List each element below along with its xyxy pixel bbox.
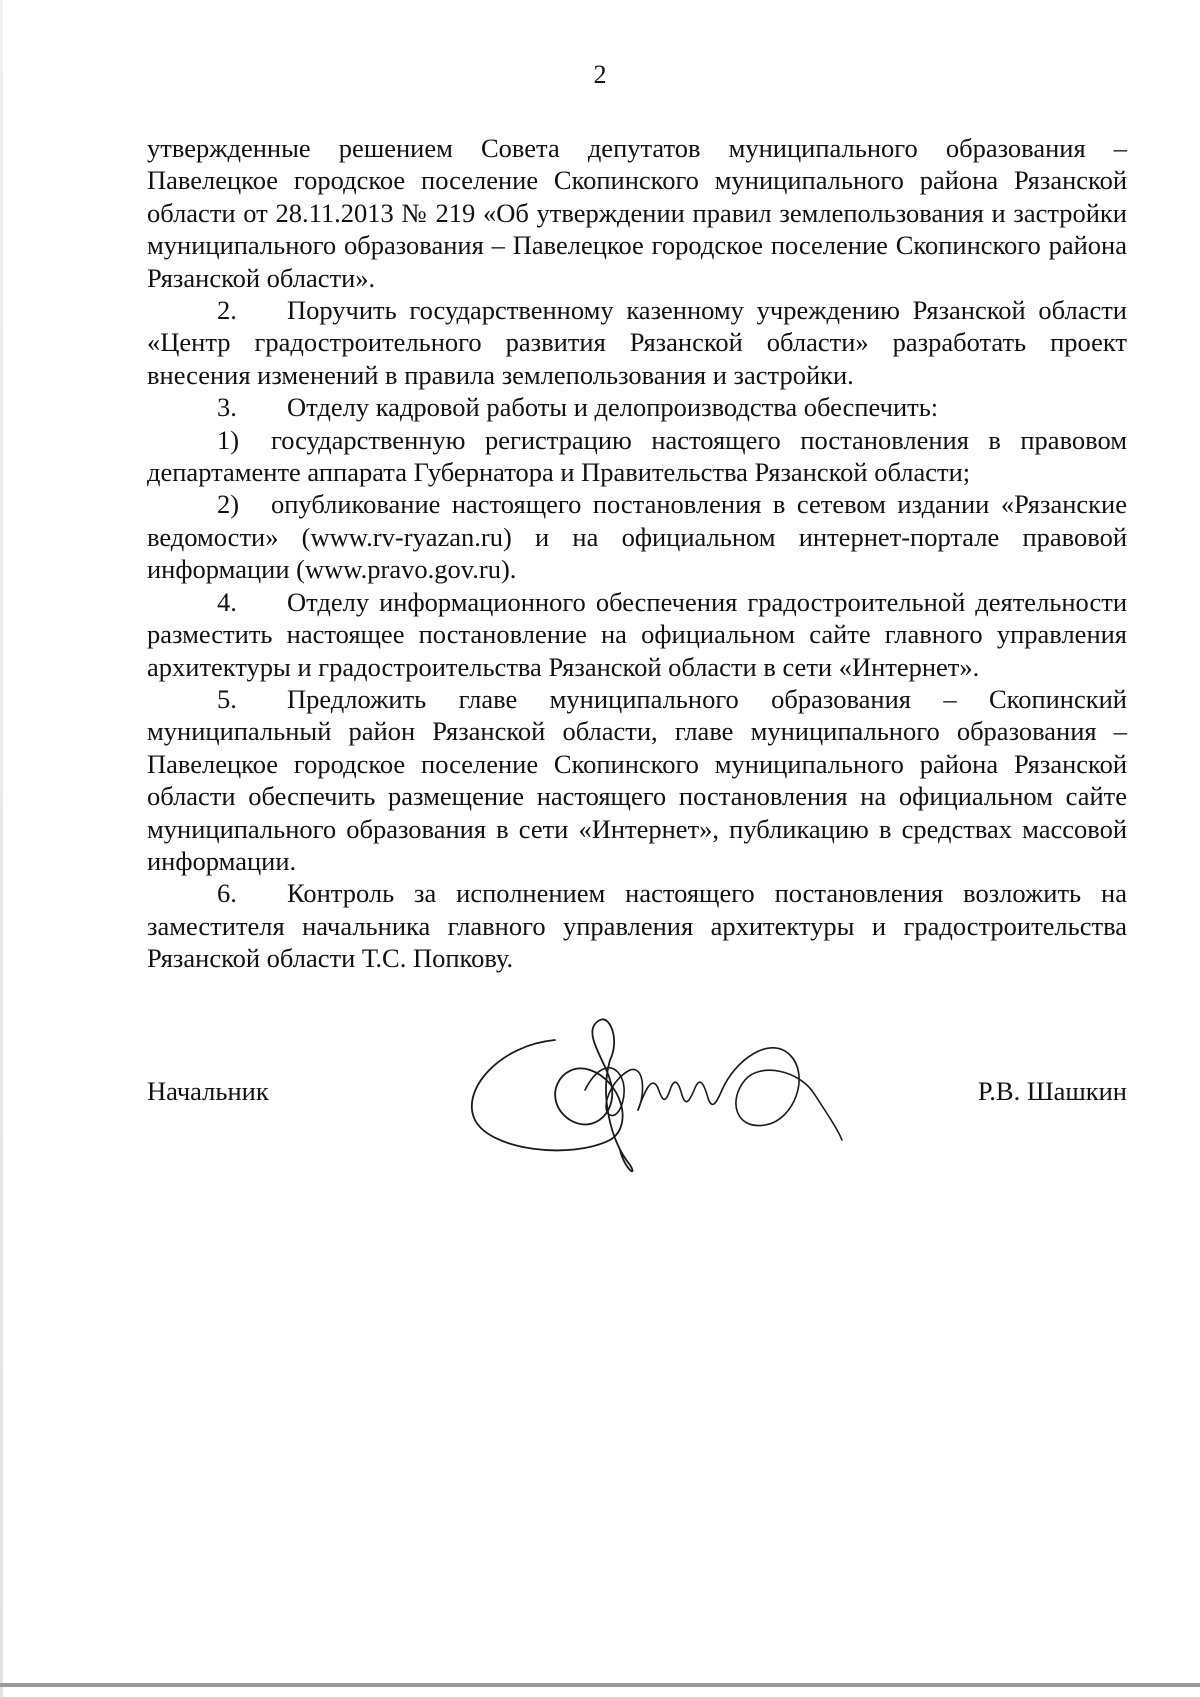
paragraph-subitem-2 xyxy=(147,488,1127,585)
signature-block xyxy=(147,1075,1127,1115)
paragraph-text: Предложить главе муниципального образования – Скопинский муниципальный район Рязанской области, главе муниципального образования – Павелецкое городское поселение Скопинского муниципального района Рязанской области обеспечить размещение настоящего постановления на официальном сайте муниципального образования в сети «Интернет», публикацию в средствах массовой информации. xyxy=(147,683,1127,876)
paragraph-number: 3. xyxy=(217,392,237,423)
scan-edge xyxy=(0,0,3,1697)
signatory-position: Начальник xyxy=(147,1076,269,1106)
paragraph-text: Отделу кадровой работы и делопроизводства обеспечить: xyxy=(287,392,939,423)
paragraph-text: Отделу информационного обеспечения градостроительной деятельности разместить настоящее постановление на официальном сайте главного управления архитектуры и градостроительства Рязанской области в сети «Интернет». xyxy=(147,586,1127,682)
paragraph-item-3 xyxy=(147,391,1127,423)
paragraph-text: государственную регистрацию настоящего постановления в правовом департаменте аппарата Губернатора и Правительства Рязанской области; xyxy=(147,424,1127,488)
paragraph-number: 6. xyxy=(217,878,237,909)
paragraph-number: 4. xyxy=(217,586,237,617)
signatory-name: Р.В. Шашкин xyxy=(977,1076,1127,1106)
document-body xyxy=(147,132,1127,975)
paragraph-number: 5. xyxy=(217,683,237,714)
paragraph-continuation xyxy=(147,132,1127,294)
paragraph-number: 2) xyxy=(217,489,240,520)
paragraph-item-6 xyxy=(147,877,1127,974)
paragraph-item-5 xyxy=(147,683,1127,877)
paragraph-text: утвержденные решением Совета депутатов муниципального образования – Павелецкое городское поселение Скопинского муниципального района Рязанской области от 28.11.2013 № 219 «Об утверждении правил землепользования и застройки муниципального образования – Павелецкое городское поселение Скопинского района Рязанской области». xyxy=(147,133,1127,293)
paragraph-number: 1) xyxy=(217,424,240,455)
paragraph-number: 2. xyxy=(217,295,237,326)
paragraph-text: опубликование настоящего постановления в сетевом издании «Рязанские ведомости» (www.rv-ryazan.ru) и на официальном интернет-портале правовой информации (www.pravo.gov.ru). xyxy=(147,489,1127,585)
paragraph-subitem-1 xyxy=(147,424,1127,489)
footer-rule xyxy=(0,1683,1200,1687)
paragraph-item-4 xyxy=(147,586,1127,683)
paragraph-text: Контроль за исполнением настоящего постановления возложить на заместителя начальника главного управления архитектуры и градостроительства Рязанской области Т.С. Попкову. xyxy=(147,878,1127,974)
paragraph-text: Поручить государственному казенному учреждению Рязанской области «Центр градостроительного развития Рязанской области» разработать проект внесения изменений в правила землепользования и застройки. xyxy=(147,295,1127,390)
paragraph-item-2 xyxy=(147,294,1127,391)
page-number: 2 xyxy=(593,60,607,89)
